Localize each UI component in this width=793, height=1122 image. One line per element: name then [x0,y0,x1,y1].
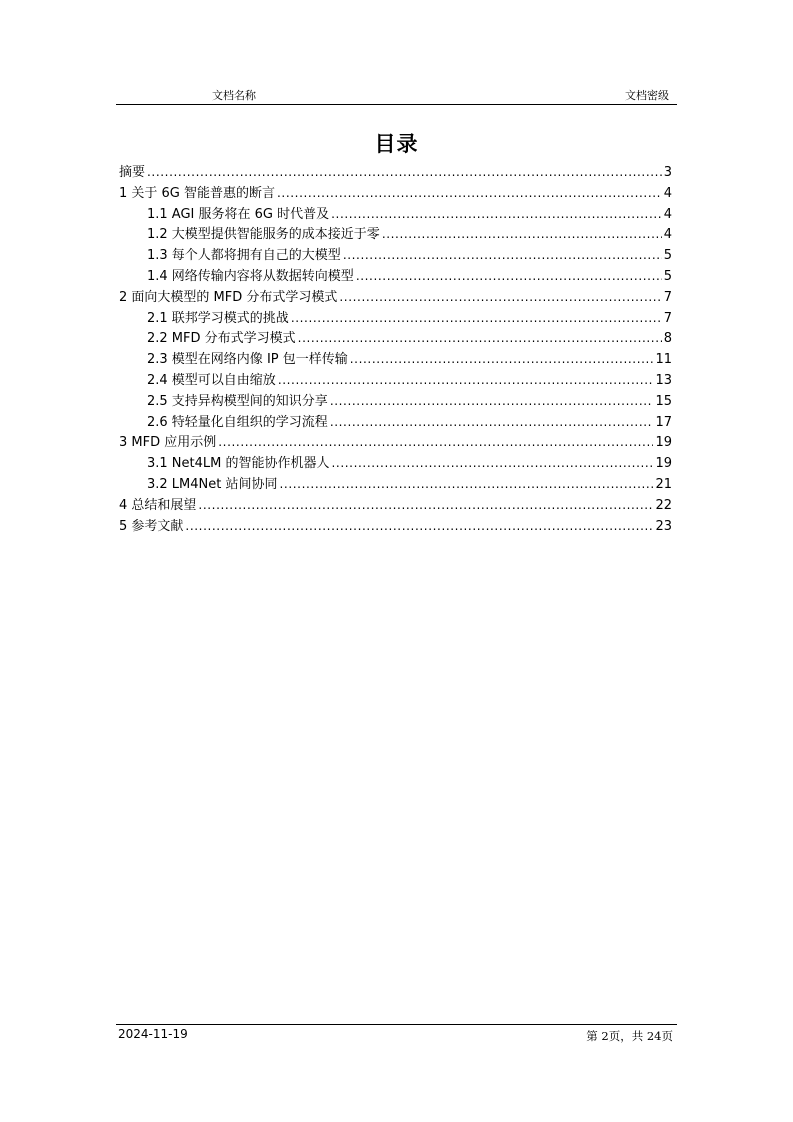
toc-entry[interactable] [119,328,672,349]
toc-entry[interactable] [119,370,672,391]
toc-entry[interactable] [119,495,672,516]
toc-entry-page-number: 13 [655,372,672,388]
toc-entry-page-number: 19 [655,435,672,451]
toc-entry-label: 2.2 MFD 分布式学习模式 [147,331,296,347]
toc-entry-page-number: 7 [663,289,672,305]
toc-dot-leader [298,328,662,349]
toc-entry[interactable] [119,266,672,287]
toc-entry-label: 1.3 每个人都将拥有自己的大模型 [147,248,341,264]
toc-dot-leader [330,391,654,412]
toc-entry[interactable] [119,391,672,412]
toc-entry-page-number: 5 [663,268,672,284]
toc-dot-leader [356,266,662,287]
toc-dot-leader [339,287,661,308]
toc-entry-label: 1.2 大模型提供智能服务的成本接近于零 [147,227,380,243]
toc-dot-leader [331,204,662,225]
table-of-contents [119,162,672,536]
toc-dot-leader [330,412,654,433]
toc-dot-leader [218,432,653,453]
toc-dot-leader [350,349,654,370]
page-footer [116,1024,677,1045]
toc-entry[interactable] [119,224,672,245]
toc-entry-page-number: 19 [655,456,672,472]
footer-page-info: 第 2页，共 24页 [586,1029,673,1043]
toc-entry-label: 4 总结和展望 [119,497,197,513]
toc-entry-label: 2.6 特轻量化自组织的学习流程 [147,414,328,430]
toc-entry-page-number: 4 [663,185,672,201]
toc-entry[interactable] [119,432,672,453]
toc-entry-page-number: 4 [663,206,672,222]
toc-entry-label: 3.2 LM4Net 站间协同 [147,476,278,492]
toc-dot-leader [277,183,662,204]
header-security-level: 文档密级 [625,89,669,102]
toc-entry-page-number: 17 [655,414,672,430]
toc-entry-label: 2.4 模型可以自由缩放 [147,372,276,388]
toc-entry-page-number: 15 [655,393,672,409]
toc-entry-page-number: 22 [655,497,672,513]
toc-dot-leader [291,308,662,329]
footer-date: 2024-11-19 [118,1027,188,1041]
toc-entry-label: 摘要 [119,165,146,180]
toc-entry-page-number: 8 [663,331,672,347]
toc-entry-label: 3 MFD 应用示例 [119,435,217,451]
toc-dot-leader [198,495,653,516]
toc-dot-leader [280,474,654,495]
toc-entry-label: 2.1 联邦学习模式的挑战 [147,310,289,326]
toc-dot-leader [185,516,653,537]
toc-entry[interactable] [119,349,672,370]
toc-entry-label: 1.4 网络传输内容将从数据转向模型 [147,268,354,284]
toc-entry[interactable] [119,183,672,204]
toc-entry-label: 5 参考文献 [119,518,184,534]
page-header [116,86,677,105]
toc-entry[interactable] [119,412,672,433]
toc-dot-leader [343,245,662,266]
toc-entry-label: 2.5 支持异构模型间的知识分享 [147,393,328,409]
toc-entry[interactable] [119,516,672,537]
toc-dot-leader [147,162,662,183]
toc-entry-label: 2.3 模型在网络内像 IP 包一样传输 [147,352,348,368]
toc-entry[interactable] [119,245,672,266]
toc-entry-page-number: 23 [655,518,672,534]
toc-entry[interactable] [119,453,672,474]
toc-entry[interactable] [119,162,672,183]
toc-entry-label: 1.1 AGI 服务将在 6G 时代普及 [147,206,330,222]
toc-entry[interactable] [119,308,672,329]
toc-entry-page-number: 4 [663,227,672,243]
toc-entry-label: 2 面向大模型的 MFD 分布式学习模式 [119,289,338,305]
toc-entry-label: 3.1 Net4LM 的智能协作机器人 [147,456,330,472]
toc-entry-page-number: 11 [655,352,672,368]
toc-entry-page-number: 3 [663,165,672,180]
toc-entry-page-number: 5 [663,248,672,264]
toc-dot-leader [382,224,662,245]
toc-entry[interactable] [119,204,672,225]
toc-entry-page-number: 7 [663,310,672,326]
header-document-name: 文档名称 [212,89,256,102]
toc-dot-leader [332,453,654,474]
toc-entry[interactable] [119,287,672,308]
toc-dot-leader [278,370,654,391]
toc-entry[interactable] [119,474,672,495]
toc-entry-label: 1 关于 6G 智能普惠的断言 [119,185,276,201]
toc-entry-page-number: 21 [655,476,672,492]
toc-title: 目录 [374,132,419,156]
